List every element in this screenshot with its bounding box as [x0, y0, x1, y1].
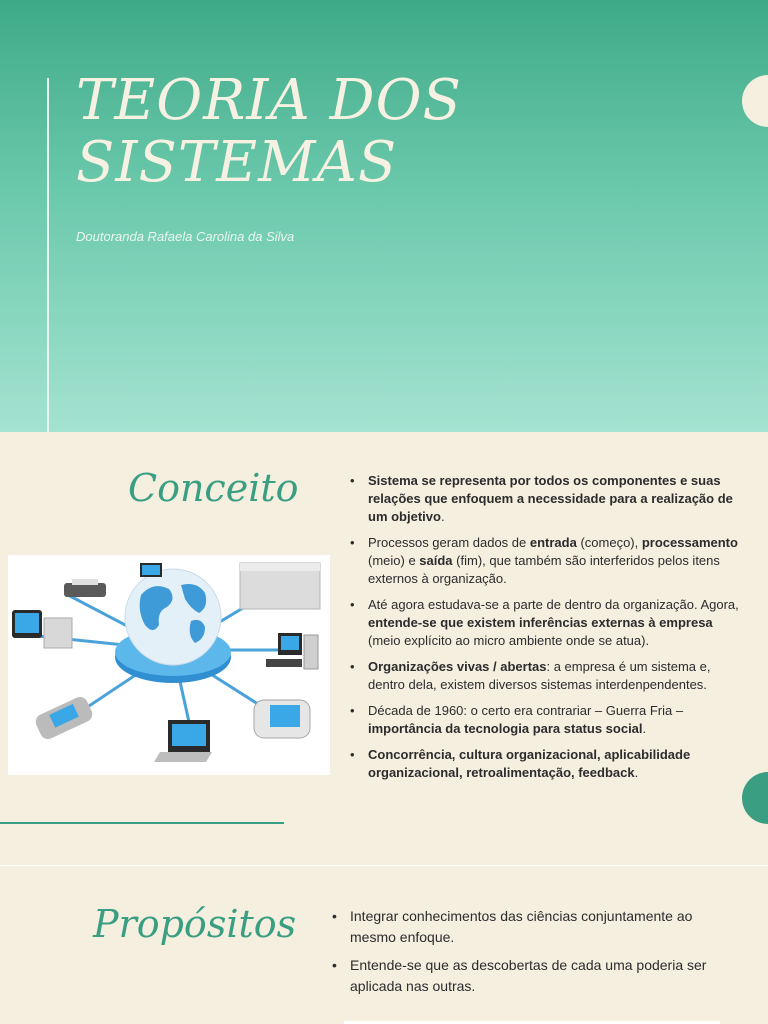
decorative-circle [742, 772, 768, 824]
purposes-bullet-list [332, 906, 732, 1004]
bullet-text: (meio explícito ao micro ambiente onde se atua). [368, 633, 650, 648]
bullet-text: Processos geram dados de [368, 535, 530, 550]
bullet-text: (meio) e [368, 553, 420, 568]
bullet-bold-text: Sistema se representa por todos os componentes e suas relações que enfoquem a necessidade para a realização de um objetivo [368, 473, 733, 524]
bullet-item [350, 746, 740, 782]
bullet-text: : a empresa é um sistema e, dentro dela, existem diversos sistemas interdenpendentes. [368, 659, 711, 692]
bullet-text: Integrar conhecimentos das ciências conjuntamente ao mesmo enfoque. [350, 908, 693, 945]
bullet-text: Até agora estudava-se a parte de dentro da organização. Agora, [368, 597, 739, 612]
bullet-text: Década de 1960: o certo era contrariar – Guerra Fria – [368, 703, 684, 718]
bullet-bold-text: processamento [641, 535, 738, 550]
concept-bullet-list [350, 472, 740, 790]
bullet-item [350, 596, 740, 650]
bullet-item [350, 472, 740, 526]
bullet-bold-text: Concorrência, cultura organizacional, aplicabilidade organizacional, retroalimentação, feedback [368, 747, 691, 780]
bullet-item [332, 955, 732, 997]
slide-title [76, 70, 462, 194]
bullet-item [350, 658, 740, 694]
network-illustration [8, 555, 330, 775]
title-slide [0, 0, 768, 432]
author-subtitle: Doutoranda Rafaela Carolina da Silva [76, 229, 295, 244]
purposes-heading: Propósitos [93, 902, 297, 946]
concept-slide [0, 432, 768, 865]
bullet-text: (começo), [576, 535, 642, 550]
network-globe-image [8, 555, 330, 775]
bullet-bold-text: Organizações vivas / abertas [368, 659, 547, 674]
vertical-accent-line [47, 78, 49, 432]
title-line-1: TEORIA DOS [76, 68, 462, 133]
bullet-text: . [440, 509, 445, 524]
bullet-text: . [634, 765, 639, 780]
purposes-slide [0, 866, 768, 1024]
decorative-circle [742, 75, 768, 127]
bullet-bold-text: entrada [529, 535, 577, 550]
bullet-text: . [642, 721, 647, 736]
bullet-text: (fim), que também são interferidos pelos itens externos à organização. [368, 553, 720, 586]
bullet-item [332, 906, 732, 948]
bullet-text: Entende-se que as descobertas de cada uma poderia ser aplicada nas outras. [350, 957, 707, 994]
bullet-bold-text: importância da tecnologia para status social [368, 721, 643, 736]
bullet-item [350, 534, 740, 588]
bullet-bold-text: entende-se que existem inferências externas à empresa [368, 615, 713, 630]
accent-underline [0, 822, 284, 824]
bullet-bold-text: saída [419, 553, 453, 568]
concept-heading: Conceito [128, 466, 299, 510]
bullet-item [350, 702, 740, 738]
title-line-2: SISTEMAS [76, 130, 398, 195]
